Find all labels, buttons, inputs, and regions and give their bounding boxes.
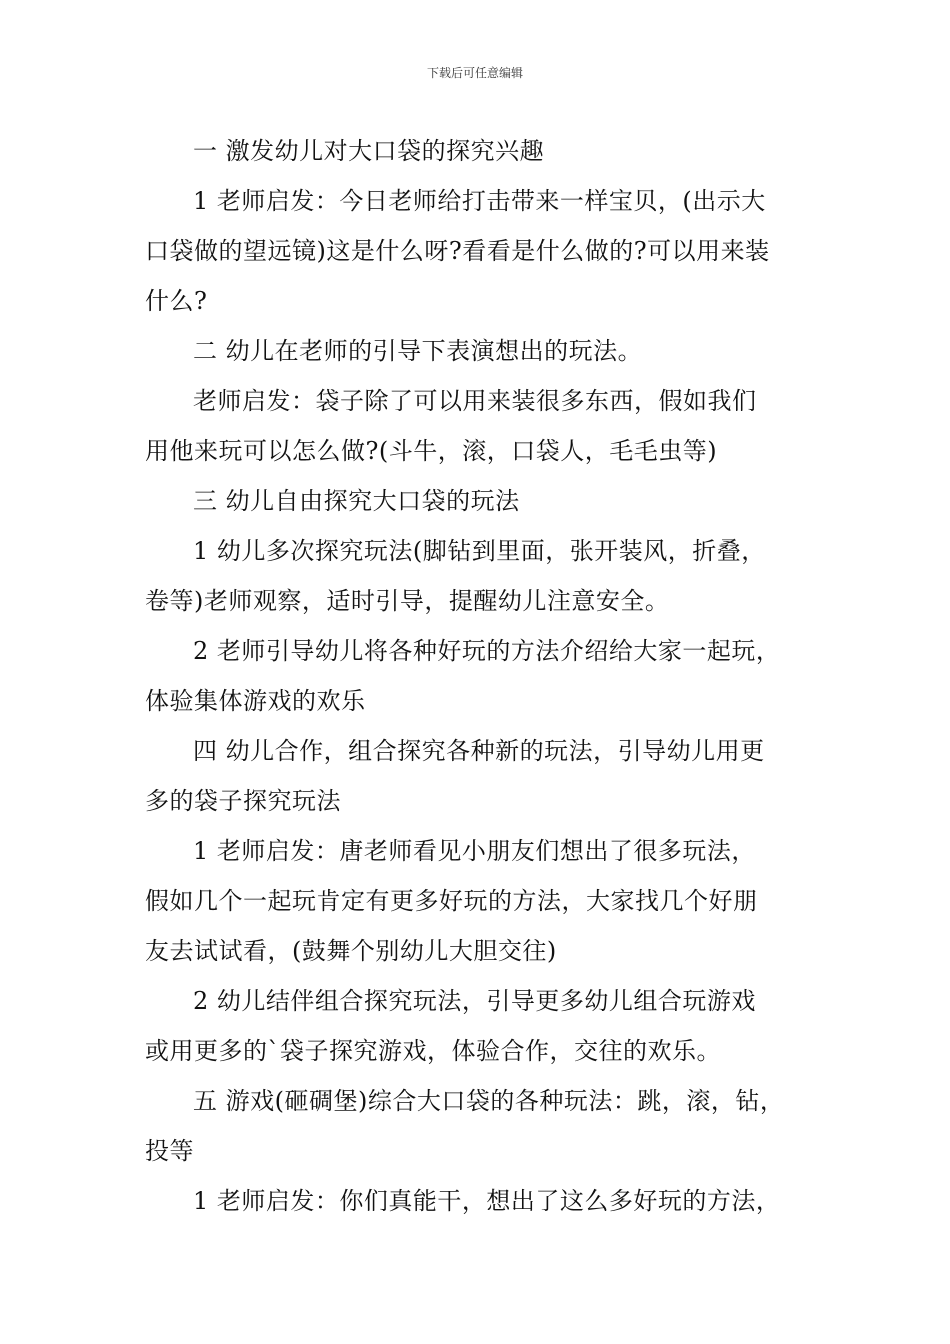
document-line: 三 幼儿自由探究大口袋的玩法 xyxy=(193,487,520,515)
document-line: 2 老师引导幼儿将各种好玩的方法介绍给大家一起玩， xyxy=(193,637,781,665)
document-line: 或用更多的`袋子探究游戏，体验合作，交往的欢乐。 xyxy=(145,1037,721,1065)
document-line: 假如几个一起玩肯定有更多好玩的方法，大家找几个好朋 xyxy=(145,887,758,915)
document-line: 老师启发：袋子除了可以用来装很多东西，假如我们 xyxy=(193,387,757,415)
page-header-note: 下载后可任意编辑 xyxy=(426,66,523,80)
document-line: 卷等)老师观察，适时引导，提醒幼儿注意安全。 xyxy=(145,587,670,615)
document-body xyxy=(145,126,835,1226)
document-line: 2 幼儿结伴组合探究玩法，引导更多幼儿组合玩游戏 xyxy=(193,987,756,1015)
document-line: 投等 xyxy=(145,1137,194,1165)
document-line: 什么? xyxy=(145,287,208,315)
document-line: 口袋做的望远镜)这是什么呀?看看是什么做的?可以用来装 xyxy=(145,237,770,265)
document-line: 1 老师启发：唐老师看见小朋友们想出了很多玩法， xyxy=(193,837,756,865)
document-line: 体验集体游戏的欢乐 xyxy=(145,687,366,715)
document-line: 用他来玩可以怎么做?(斗牛，滚，口袋人，毛毛虫等) xyxy=(145,437,718,465)
document-line: 五 游戏(砸碉堡)综合大口袋的各种玩法：跳，滚，钻， xyxy=(193,1087,785,1115)
document-line: 四 幼儿合作，组合探究各种新的玩法，引导幼儿用更 xyxy=(193,737,765,765)
document-line: 二 幼儿在老师的引导下表演想出的玩法。 xyxy=(193,337,643,365)
document-line: 1 老师启发：你们真能干，想出了这么多好玩的方法， xyxy=(193,1187,781,1215)
document-line: 一 激发幼儿对大口袋的探究兴趣 xyxy=(193,137,545,165)
document-line: 1 幼儿多次探究玩法(脚钻到里面，张开装风，折叠， xyxy=(193,537,766,565)
document-line: 友去试试看，(鼓舞个别幼儿大胆交往) xyxy=(145,937,557,965)
document-line: 多的袋子探究玩法 xyxy=(145,787,341,815)
document-line: 1 老师启发：今日老师给打击带来一样宝贝，(出示大 xyxy=(193,187,766,215)
